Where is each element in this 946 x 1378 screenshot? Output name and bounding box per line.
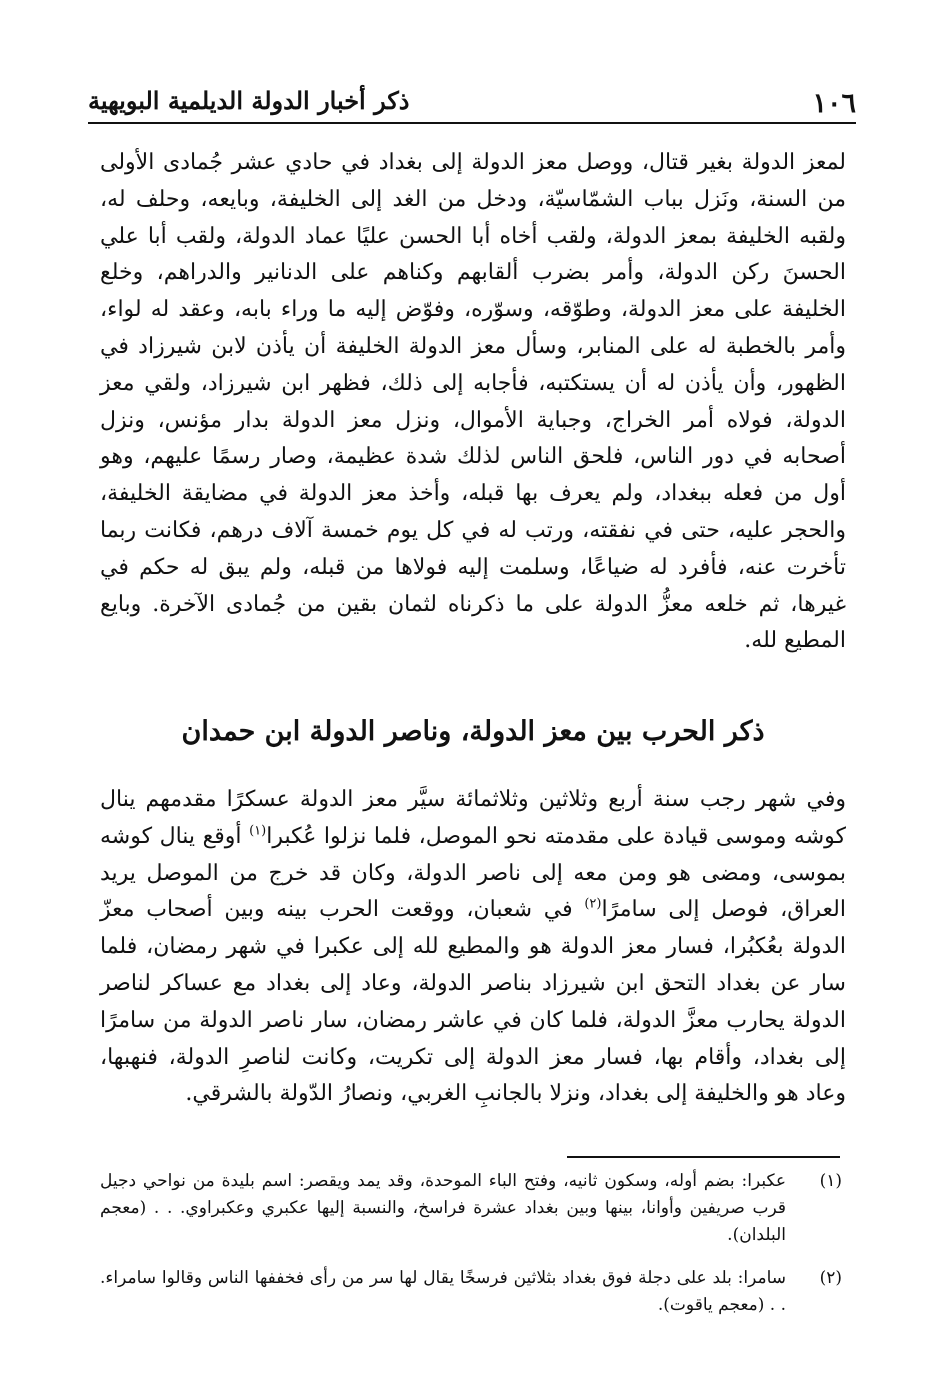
footnote-reference[interactable]: (١) xyxy=(249,823,267,839)
section-text-part: وفي شهر رجب سنة أربع وثلاثين وثلاثمائة سيَّر معز الدولة عسكرًا مقدمهم ينال كوشه وموسى قيادة على مقدمته نحو الموصل، فلما نزلوا عُكبرا xyxy=(100,787,846,849)
footnote-text: سامرا: بلد على دجلة فوق بغداد بثلاثين فرسخًا يقال لها سر من رأى فخففها الناس وقالوا سامراء. . . (معجم ياقوت). xyxy=(100,1268,786,1315)
page-number: ١٠٦ xyxy=(812,88,856,119)
section-text-part: أوقع ينال كوشه بموسى، ومضى هو ومن معه إلى ناصر الدولة، وكان قد خرج من الموصل يريد العراق، فوصل إلى سامرًا xyxy=(100,823,846,923)
section-heading: ذكر الحرب بين معز الدولة، وناصر الدولة ابن حمدان xyxy=(181,716,765,747)
footnote xyxy=(100,1168,842,1249)
footnote-number: (١) xyxy=(819,1171,842,1191)
page-header xyxy=(88,70,856,124)
footnote-separator xyxy=(567,1156,840,1158)
running-title: ذكر أخبار الدولة الديلمية البويهية xyxy=(88,86,410,115)
section-paragraph xyxy=(100,782,846,1113)
section-text-part: في شعبان، ووقعت الحرب بينه وبين أصحاب معزّ الدولة بعُكبُرا، فسار معز الدولة هو والمطيع لله إلى عكبرا في شهر رمضان، فلما سار عن بغداد التحق ابن شيرزاد بناصر الدولة، وعاد إلى بغداد مع عساكر لناصر الدولة يحارب معزَّ الدولة، فلما كان في عاشر رمضان، سار ناصر الدولة من سامرًا إلى بغداد، وأقام بها، فسار معز الدولة إلى تكريت، وكانت لناصرِ الدولة، فنهبها، وعاد هو والخليفة إلى بغداد، ونزلا بالجانبِ الغربي، ونصارُ الدّولة بالشرقي. xyxy=(100,897,846,1107)
footnote-number: (٢) xyxy=(819,1268,842,1288)
footnote xyxy=(100,1265,842,1319)
body-paragraph: لمعز الدولة بغير قتال، ووصل معز الدولة إلى بغداد في حادي عشر جُمادى الأولى من السنة، ونَزل بباب الشمّاسيّة، ودخل من الغد إلى الخليفة، وبايعه، وحلف له، ولقبه الخليفة بمعز الدولة، ولقب أخاه أبا الحسن عليًا عماد الدولة، ولقب أبا علي الحسنَ ركن الدولة، وأمر بضرب ألقابهم وكناهم على الدنانير والدراهم، وخلع الخليفة على معز الدولة، وطوّقه، وسوّره، وفوّض إليه ما وراء بابه، وعقد له لواء، وأمر بالخطبة له على المنابر، وسأل معز الدولة الخليفة أن يأذن لابن شيرزاد في الظهور، وأن يأذن له أن يستكتبه، فأجابه إلى ذلك، فظهر ابن شيرزاد، ولقي معز الدولة، فولاه أمر الخراج، وجباية الأموال، ونزل معز الدولة بدار مؤنس، ونزل أصحابه في دور الناس، فلحق الناس لذلك شدة عظيمة، وصار رسمًا عليهم، وهو أول من فعله ببغداد، ولم يعرف بها قبله، وأخذ معز الدولة في مضايقة الخليفة، والحجر عليه، حتى في نفقته، ورتب له في كل يوم خمسة آلاف درهم، فكانت ربما تأخرت عنه، فأفرد له ضياعًا، وسلمت إليه فولاها من قبله، ولم يبق له حكم في غيرها، ثم خلعه معزُّ الدولة على ما ذكرناه لثمان بقين من جُمادى الآخرة. وبايع المطيع لله. xyxy=(100,150,846,654)
footnote-text: عكبرا: بضم أوله، وسكون ثانيه، وفتح الباء الموحدة، وقد يمد ويقصر: اسم بليدة من نواحي دجيل قرب صريفين وأوانا، بينها وبين بغداد عشرة فراسخ، والنسبة إليها عكبري وعكبراوي. . . (معجم البلدان). xyxy=(100,1171,786,1245)
footnote-reference[interactable]: (٢) xyxy=(584,897,602,913)
